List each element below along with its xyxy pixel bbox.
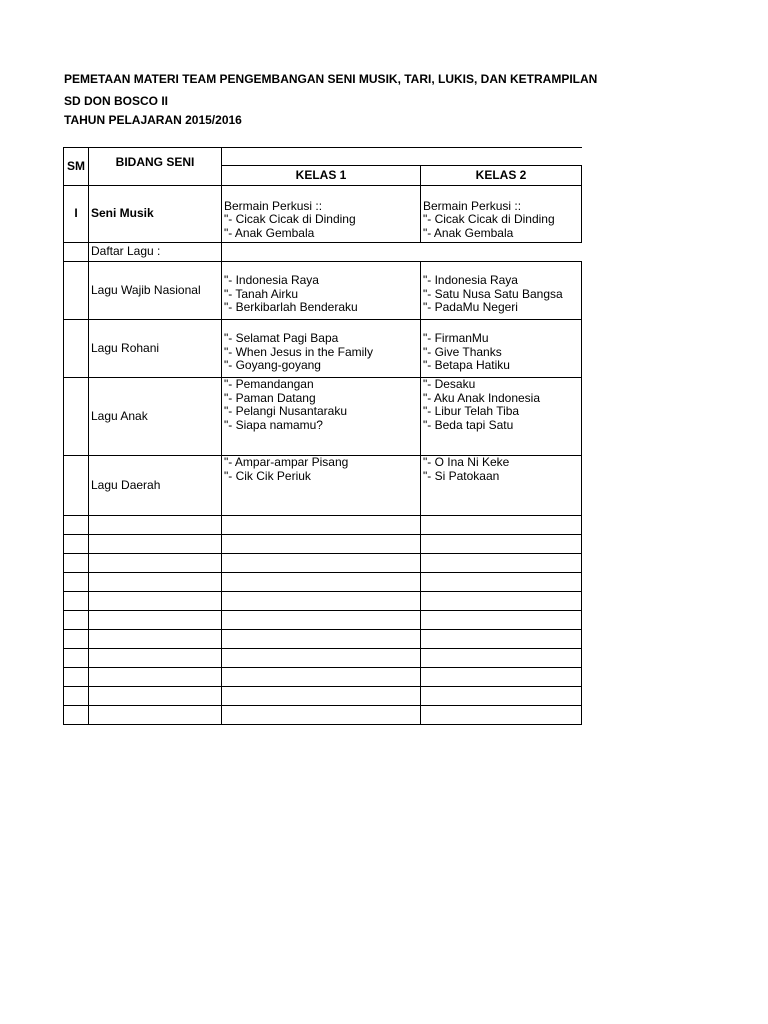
empty-cell	[89, 668, 222, 687]
list-item: Bermain Perkusi ::	[423, 198, 522, 213]
empty-cell	[64, 706, 89, 725]
empty-cell	[89, 573, 222, 592]
empty-cell	[222, 649, 421, 668]
empty-cell	[421, 706, 582, 725]
list-item: "- Aku Anak Indonesia	[423, 390, 541, 405]
empty-cell	[222, 243, 582, 262]
empty-cell	[421, 535, 582, 554]
empty-cell	[222, 668, 421, 687]
table-row	[64, 630, 582, 649]
empty-cell	[64, 611, 89, 630]
empty-cell	[64, 554, 89, 573]
empty-cell	[64, 649, 89, 668]
list-item: "- Beda tapi Satu	[423, 417, 514, 432]
empty-cell	[64, 687, 89, 706]
kelas2-lagu-anak	[421, 378, 582, 456]
empty-cell	[89, 535, 222, 554]
kelas2-lagu-wajib-nasional	[421, 262, 582, 320]
empty-cell	[222, 706, 421, 725]
bidang-lagu-anak: Lagu Anak	[89, 378, 222, 456]
daftar-lagu-label: Daftar Lagu :	[89, 243, 222, 262]
empty-cell	[421, 516, 582, 535]
empty-cell	[222, 516, 421, 535]
empty-cell	[222, 611, 421, 630]
kelas2-seni-musik	[421, 186, 582, 243]
header-bidang-seni: BIDANG SENI	[89, 148, 222, 186]
list-item: "- Selamat Pagi Bapa	[224, 331, 339, 345]
empty-cell	[89, 611, 222, 630]
list-item: "- Pelangi Nusantaraku	[224, 404, 347, 418]
table-row	[64, 554, 582, 573]
kelas1-lagu-daerah	[222, 456, 421, 516]
list-item: "- Cicak Cicak di Dinding	[423, 212, 555, 226]
list-item: "- Anak Gembala	[423, 225, 514, 240]
empty-cell	[222, 573, 421, 592]
list-item: "- Berkibarlah Benderaku	[224, 300, 358, 314]
list-item: "- PadaMu Negeri	[423, 300, 518, 314]
table-row	[64, 649, 582, 668]
empty-cell	[64, 516, 89, 535]
list-item: "- Si Patokaan	[423, 468, 500, 483]
empty-cell	[64, 668, 89, 687]
empty-cell	[89, 687, 222, 706]
table-row	[64, 668, 582, 687]
list-item: "- Desaku	[423, 377, 476, 391]
table-row	[64, 535, 582, 554]
table-row	[64, 611, 582, 630]
empty-cell	[64, 573, 89, 592]
table-row	[64, 687, 582, 706]
list-item: "- Siapa namamu?	[224, 417, 323, 432]
list-item: "- Paman Datang	[224, 390, 316, 405]
list-item: "- Libur Telah Tiba	[423, 404, 520, 418]
header-sm: SM	[64, 148, 89, 186]
empty-cell	[421, 687, 582, 706]
empty-cell	[421, 630, 582, 649]
kelas1-seni-musik	[222, 186, 421, 243]
empty-cell	[89, 706, 222, 725]
empty-cell	[89, 516, 222, 535]
empty-cell	[421, 611, 582, 630]
table-row	[64, 706, 582, 725]
header-kelas-1: KELAS 1	[222, 166, 421, 186]
list-item: "- Cicak Cicak di Dinding	[224, 212, 356, 226]
empty-cell	[222, 554, 421, 573]
table-row	[64, 516, 582, 535]
empty-cell	[64, 535, 89, 554]
empty-cell	[89, 630, 222, 649]
table-row	[64, 573, 582, 592]
empty-cell	[421, 668, 582, 687]
bidang-lagu-wajib-nasional: Lagu Wajib Nasional	[89, 262, 222, 320]
academic-year: TAHUN PELAJARAN 2015/2016	[64, 113, 242, 127]
table-row	[64, 592, 582, 611]
list-item: "- Tanah Airku	[224, 286, 299, 301]
header-empty-cell	[222, 148, 582, 166]
bidang-lagu-rohani: Lagu Rohani	[89, 320, 222, 378]
kelas2-lagu-daerah	[421, 456, 582, 516]
empty-cell	[89, 592, 222, 611]
empty-cell	[222, 687, 421, 706]
kelas1-lagu-anak	[222, 378, 421, 456]
empty-cell	[89, 649, 222, 668]
list-item: Bermain Perkusi ::	[224, 198, 323, 213]
kelas1-lagu-wajib-nasional	[222, 262, 421, 320]
empty-cell	[421, 554, 582, 573]
empty-cell	[89, 554, 222, 573]
empty-cell	[222, 535, 421, 554]
header-kelas-2: KELAS 2	[421, 166, 582, 186]
list-item: "- Cik Cik Periuk	[224, 468, 311, 483]
list-item: "- FirmanMu	[423, 331, 489, 345]
empty-sm-cell	[64, 456, 89, 516]
kelas1-lagu-rohani	[222, 320, 421, 378]
empty-cell	[222, 630, 421, 649]
empty-sm-cell	[64, 320, 89, 378]
curriculum-table	[63, 147, 582, 725]
list-item: "- Satu Nusa Satu Bangsa	[423, 286, 563, 301]
kelas2-lagu-rohani	[421, 320, 582, 378]
sm-number: I	[64, 186, 89, 243]
list-item: "- Anak Gembala	[224, 225, 315, 240]
empty-sm-cell	[64, 243, 89, 262]
list-item: "- Ampar-ampar Pisang	[224, 455, 349, 469]
empty-cell	[64, 630, 89, 649]
list-item: "- Give Thanks	[423, 344, 502, 359]
empty-cell	[421, 573, 582, 592]
empty-sm-cell	[64, 262, 89, 320]
bidang-seni-musik: Seni Musik	[89, 186, 222, 243]
empty-cell	[421, 649, 582, 668]
list-item: "- Indonesia Raya	[224, 273, 319, 287]
list-item: "- O Ina Ni Keke	[423, 455, 510, 469]
list-item: "- Goyang-goyang	[224, 358, 321, 372]
list-item: "- When Jesus in the Family	[224, 344, 373, 359]
empty-sm-cell	[64, 378, 89, 456]
list-item: "- Indonesia Raya	[423, 273, 518, 287]
bidang-lagu-daerah: Lagu Daerah	[89, 456, 222, 516]
list-item: "- Betapa Hatiku	[423, 358, 510, 372]
empty-cell	[64, 592, 89, 611]
empty-cell	[421, 592, 582, 611]
list-item: "- Pemandangan	[224, 377, 314, 391]
document-title: PEMETAAN MATERI TEAM PENGEMBANGAN SENI MUSIK, TARI, LUKIS, DAN KETRAMPILAN	[64, 72, 598, 86]
school-name: SD DON BOSCO II	[64, 94, 169, 108]
empty-cell	[222, 592, 421, 611]
